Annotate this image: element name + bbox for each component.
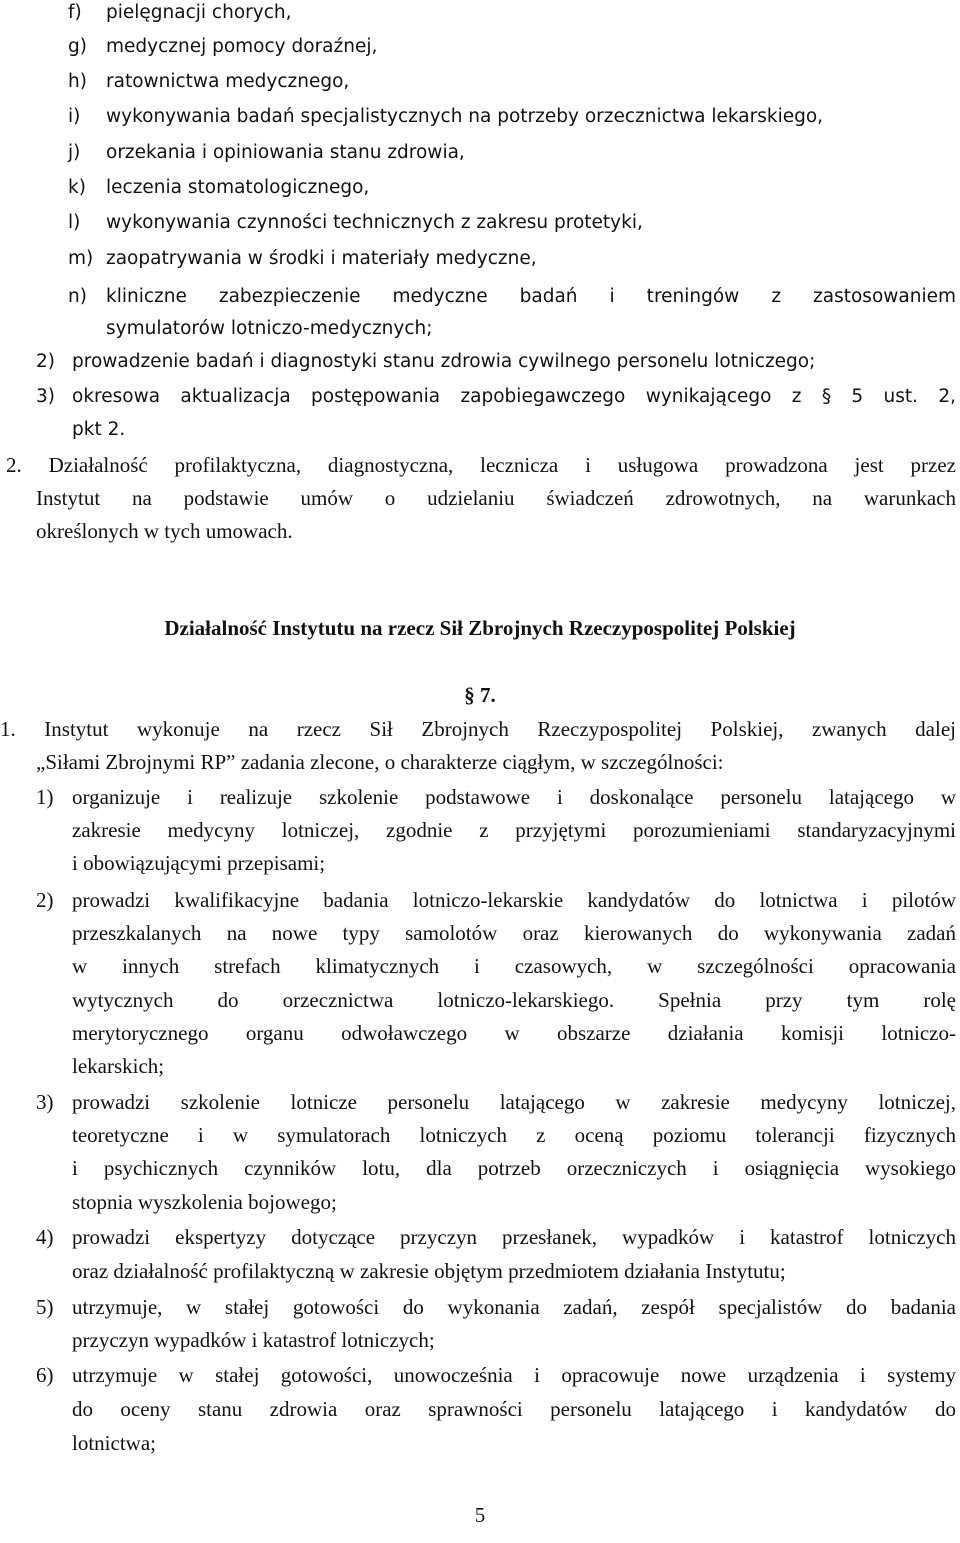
list-item-text: wykonywania czynności technicznych z zakresu protetyki,	[106, 212, 643, 233]
list-item-text: medycznej pomocy doraźnej,	[106, 36, 378, 57]
list-item-text: symulatorów lotniczo-medycznych;	[106, 318, 433, 339]
list-item-text: zaopatrywania w środki i materiały medyczne,	[106, 248, 537, 269]
section-mark: § 7.	[464, 683, 496, 707]
paragraph-line: 1. Instytut wykonuje na rzecz Sił Zbrojnych Rzeczypospolitej Polskiej, zwanych dalej	[0, 717, 956, 741]
list-item-label: 4)	[36, 1225, 54, 1249]
list-item-label: h)	[68, 71, 87, 92]
list-item-label: n)	[68, 286, 87, 307]
page-number: 5	[474, 1503, 486, 1527]
list-item-label: f)	[68, 2, 82, 23]
list-item-text: prowadzi ekspertyzy dotyczące przyczyn przesłanek, wypadków i katastrof lotniczych	[72, 1225, 956, 1249]
list-item-text: pielęgnacji chorych,	[106, 2, 292, 23]
list-item-text: stopnia wyszkolenia bojowego;	[72, 1190, 337, 1214]
list-item-text: kliniczne zabezpieczenie medyczne badań i treningów z zastosowaniem	[106, 286, 956, 307]
list-item-text: okresowa aktualizacja postępowania zapobiegawczego wynikającego z § 5 ust. 2,	[72, 386, 956, 407]
paragraph-line: określonych w tych umowach.	[36, 519, 293, 543]
list-item-label: 6)	[36, 1363, 54, 1387]
list-item-label: 2)	[36, 351, 55, 372]
paragraph-line: 2. Działalność profilaktyczna, diagnostyczna, lecznicza i usługowa prowadzona jest przez	[6, 453, 956, 477]
list-item-text: pkt 2.	[72, 419, 126, 440]
list-item-text: przeszkalanych na nowe typy samolotów oraz kierowanych do wykonywania zadań	[72, 921, 956, 945]
list-item-label: l)	[68, 212, 81, 233]
list-item-text: utrzymuje, w stałej gotowości do wykonania zadań, zespół specjalistów do badania	[72, 1295, 956, 1319]
list-item-text: w innych strefach klimatycznych i czasowych, w szczególności opracowania	[72, 954, 956, 978]
list-item-text: organizuje i realizuje szkolenie podstawowe i doskonalące personelu latającego w	[72, 785, 956, 809]
list-item-text: orzekania i opiniowania stanu zdrowia,	[106, 142, 465, 163]
section-heading: Działalność Instytutu na rzecz Sił Zbrojnych Rzeczypospolitej Polskiej	[164, 616, 796, 640]
list-item-text: lekarskich;	[72, 1054, 165, 1078]
list-item-text: lotnictwa;	[72, 1431, 156, 1455]
list-item-label: i)	[68, 106, 81, 127]
list-item-text: merytorycznego organu odwoławczego w obszarze działania komisji lotniczo-	[72, 1021, 956, 1045]
list-item-label: k)	[68, 177, 86, 198]
list-item-text: wytycznych do orzecznictwa lotniczo-lekarskiego. Spełnia przy tym rolę	[72, 988, 956, 1012]
paragraph-line: Instytut na podstawie umów o udzielaniu świadczeń zdrowotnych, na warunkach	[36, 486, 956, 510]
list-item-text: utrzymuje w stałej gotowości, unowocześnia i opracowuje nowe urządzenia i systemy	[72, 1363, 956, 1387]
list-item-label: 3)	[36, 386, 55, 407]
list-item-label: j)	[68, 142, 81, 163]
list-item-text: oraz działalność profilaktyczną w zakresie objętym przedmiotem działania Instytutu;	[72, 1259, 786, 1283]
list-item-label: m)	[68, 248, 94, 269]
list-item-text: prowadzi kwalifikacyjne badania lotniczo-lekarskie kandydatów do lotnictwa i pilotów	[72, 888, 956, 912]
list-item-label: 2)	[36, 888, 54, 912]
list-item-text: do oceny stanu zdrowia oraz sprawności personelu latającego i kandydatów do	[72, 1397, 956, 1421]
list-item-text: ratownictwa medycznego,	[106, 71, 350, 92]
list-item-text: przyczyn wypadków i katastrof lotniczych;	[72, 1328, 435, 1352]
list-item-text: wykonywania badań specjalistycznych na potrzeby orzecznictwa lekarskiego,	[106, 106, 824, 127]
list-item-label: 5)	[36, 1295, 54, 1319]
list-item-text: i psychicznych czynników lotu, dla potrzeb orzeczniczych i osiągnięcia wysokiego	[72, 1156, 956, 1180]
list-item-text: prowadzenie badań i diagnostyki stanu zdrowia cywilnego personelu lotniczego;	[72, 351, 816, 372]
list-item-label: 3)	[36, 1090, 54, 1114]
list-item-text: i obowiązującymi przepisami;	[72, 851, 326, 875]
list-item-text: leczenia stomatologicznego,	[106, 177, 370, 198]
list-item-text: teoretyczne i w symulatorach lotniczych z oceną poziomu tolerancji fizycznych	[72, 1123, 956, 1147]
list-item-text: prowadzi szkolenie lotnicze personelu latającego w zakresie medycyny lotniczej,	[72, 1090, 956, 1114]
list-item-label: 1)	[36, 785, 54, 809]
list-item-label: g)	[68, 36, 87, 57]
paragraph-line: „Siłami Zbrojnymi RP” zadania zlecone, o charakterze ciągłym, w szczególności:	[36, 750, 724, 774]
list-item-text: zakresie medycyny lotniczej, zgodnie z przyjętymi porozumieniami standaryzacyjnymi	[72, 818, 956, 842]
